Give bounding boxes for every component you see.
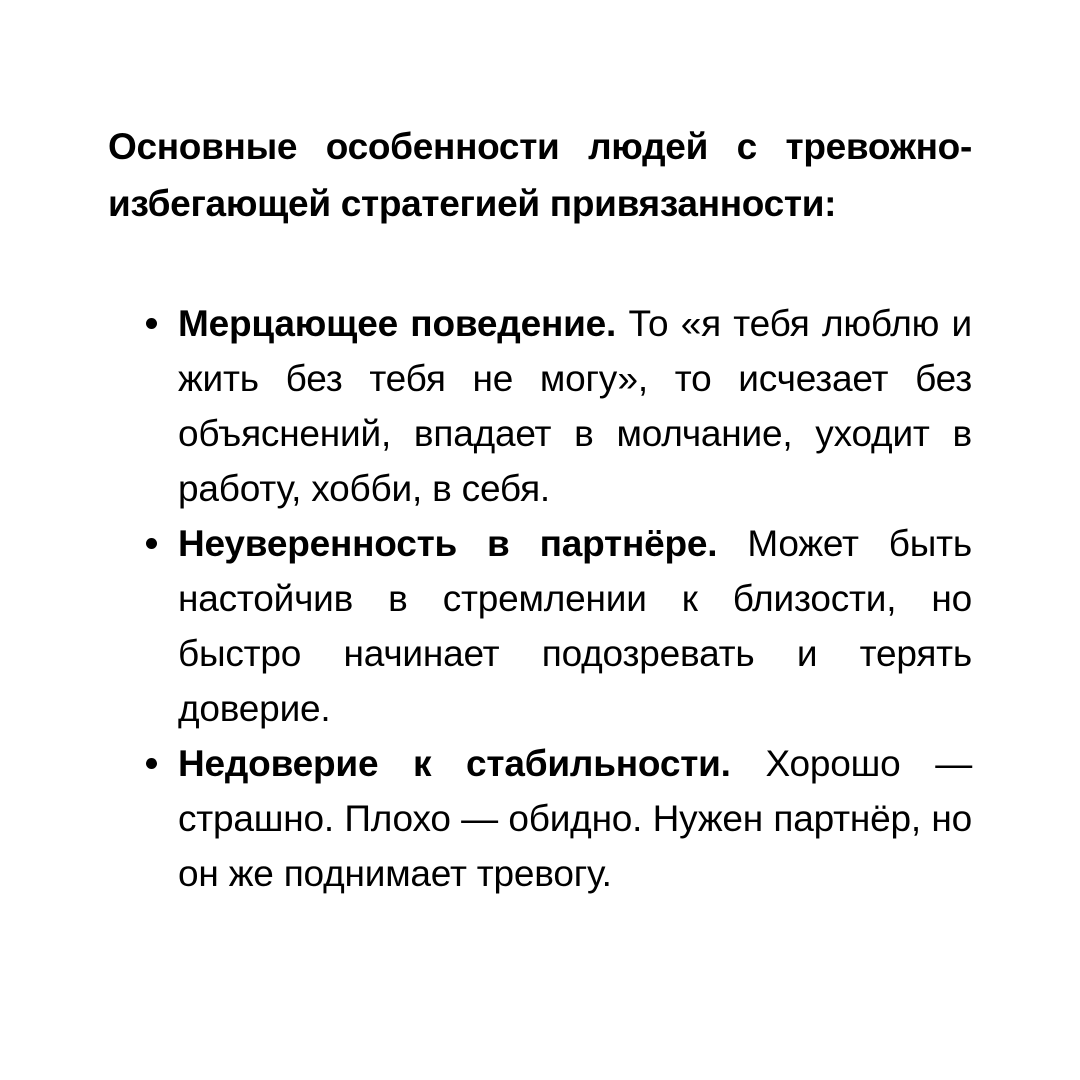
list-item	[108, 516, 972, 736]
list-item	[108, 736, 972, 901]
slide-content	[108, 118, 972, 901]
bullet-icon	[146, 758, 157, 769]
heading: Основные особенности людей с тревожно-избегающей стратегией привязанности:	[108, 126, 972, 224]
item-title: Недоверие к стабильности.	[178, 743, 766, 784]
bullet-icon	[146, 538, 157, 549]
item-text: Хорошо — страшно. Плохо — обидно. Нужен партнёр, но он же поднимает тревогу.	[178, 743, 972, 894]
item-title: Мерцающее поведение.	[178, 303, 629, 344]
item-text: Может быть настойчив в стремлении к близости, но быстро начинает подозревать и терять доверие.	[178, 523, 972, 729]
item-title: Неуверенность в партнёре.	[178, 523, 748, 564]
features-list	[108, 296, 972, 901]
list-item	[108, 296, 972, 516]
bullet-icon	[146, 318, 157, 329]
item-text: То «я тебя люблю и жить без тебя не могу», то исчезает без объяснений, впадает в молчание, уходит в работу, хобби, в себя.	[178, 303, 972, 509]
